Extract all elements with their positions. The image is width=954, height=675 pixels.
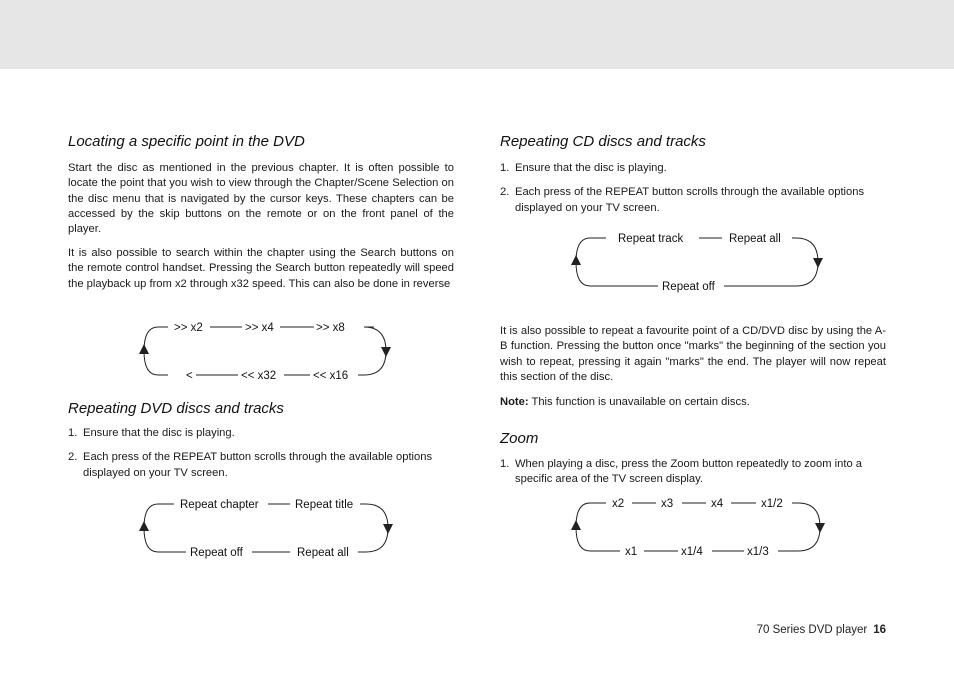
note-text: This function is unavailable on certain discs. bbox=[528, 396, 750, 408]
zoom-x2: x2 bbox=[612, 498, 625, 510]
speed-rev-x16: << x16 bbox=[313, 370, 349, 382]
list-item: 2. Each press of the REPEAT button scrolls through the available options displayed on your TV screen. bbox=[500, 186, 865, 214]
repeat-cd-heading: Repeating CD discs and tracks bbox=[500, 133, 706, 150]
zoom-x1: x1 bbox=[625, 546, 638, 558]
list-item: 2. Each press of the REPEAT button scrolls through the available options displayed on your TV screen. bbox=[68, 451, 433, 479]
speed-fwd-x8: >> x8 bbox=[316, 322, 345, 334]
list-item: 1. Ensure that the disc is playing. bbox=[68, 427, 235, 439]
speed-rev-x32: << x32 bbox=[241, 370, 277, 382]
arrow-up-icon bbox=[571, 255, 581, 265]
arrow-down-icon bbox=[381, 347, 391, 357]
zoom-x4: x4 bbox=[711, 498, 724, 510]
locate-heading: Locating a specific point in the DVD bbox=[68, 133, 305, 150]
repeat-dvd-steps bbox=[68, 426, 454, 490]
speed-fwd-x4: >> x4 bbox=[245, 322, 274, 334]
repeat-dvd-diagram bbox=[68, 495, 454, 559]
list-item: 1. When playing a disc, press the Zoom button repeatedly to zoom into a specific area of the TV screen display. bbox=[500, 458, 863, 486]
repeat-off-label: Repeat off bbox=[662, 281, 715, 293]
arrow-down-icon bbox=[813, 258, 823, 268]
note-label: Note: bbox=[500, 396, 529, 408]
arrow-down-icon bbox=[383, 524, 393, 534]
repeat-dvd-heading: Repeating DVD discs and tracks bbox=[68, 400, 284, 417]
repeat-chapter-label: Repeat chapter bbox=[180, 499, 259, 511]
repeat-cd-diagram bbox=[500, 229, 886, 293]
speed-fwd-x2: >> x2 bbox=[174, 322, 203, 334]
repeat-all-label: Repeat all bbox=[297, 547, 349, 559]
page-footer bbox=[757, 624, 886, 636]
search-speed-diagram bbox=[68, 318, 454, 382]
zoom-x1-3: x1/3 bbox=[747, 546, 769, 558]
repeat-title-label: Repeat title bbox=[295, 499, 354, 511]
arrow-up-icon bbox=[139, 344, 149, 354]
footer-product: 70 Series DVD player bbox=[756, 624, 868, 636]
zoom-x1-2: x1/2 bbox=[761, 498, 783, 510]
zoom-x1-4: x1/4 bbox=[681, 546, 703, 558]
zoom-steps bbox=[500, 457, 886, 497]
repeat-track-label: Repeat track bbox=[618, 233, 684, 245]
repeat-all-label: Repeat all bbox=[729, 233, 781, 245]
speed-rev-start: < bbox=[186, 370, 193, 382]
zoom-x3: x3 bbox=[661, 498, 674, 510]
locate-paragraph-2: It is also possible to search within the chapter using the Search buttons on the remote control handset. Pressing the Search button repeatedly will speed the playback up from x2 through x32 speed. This can also be done in reverse bbox=[68, 247, 454, 290]
ab-paragraph: It is also possible to repeat a favourite point of a CD/DVD disc by using the A-B function. Pressing the button once "marks" the beginning of the section you wish to repeat, pressing it again "marks" the end. The player will now repeat this section of the disc. bbox=[500, 325, 886, 383]
zoom-diagram bbox=[500, 494, 886, 558]
header-band bbox=[0, 0, 954, 69]
arrow-up-icon bbox=[571, 520, 581, 530]
note-paragraph bbox=[500, 395, 886, 410]
page-number: 16 bbox=[873, 624, 886, 636]
repeat-cd-steps bbox=[500, 161, 886, 225]
locate-paragraph-1: Start the disc as mentioned in the previous chapter. It is often possible to locate the point that you wish to view through the Chapter/Scene Selection on the disc menu that is navigated by the cursor keys. These chapters can be accessed by the skip buttons on the remote or on the front panel of the player. bbox=[68, 162, 454, 236]
list-item: 1. Ensure that the disc is playing. bbox=[500, 162, 667, 174]
arrow-up-icon bbox=[139, 521, 149, 531]
repeat-off-label: Repeat off bbox=[190, 547, 243, 559]
arrow-down-icon bbox=[815, 523, 825, 533]
zoom-heading: Zoom bbox=[500, 430, 539, 447]
